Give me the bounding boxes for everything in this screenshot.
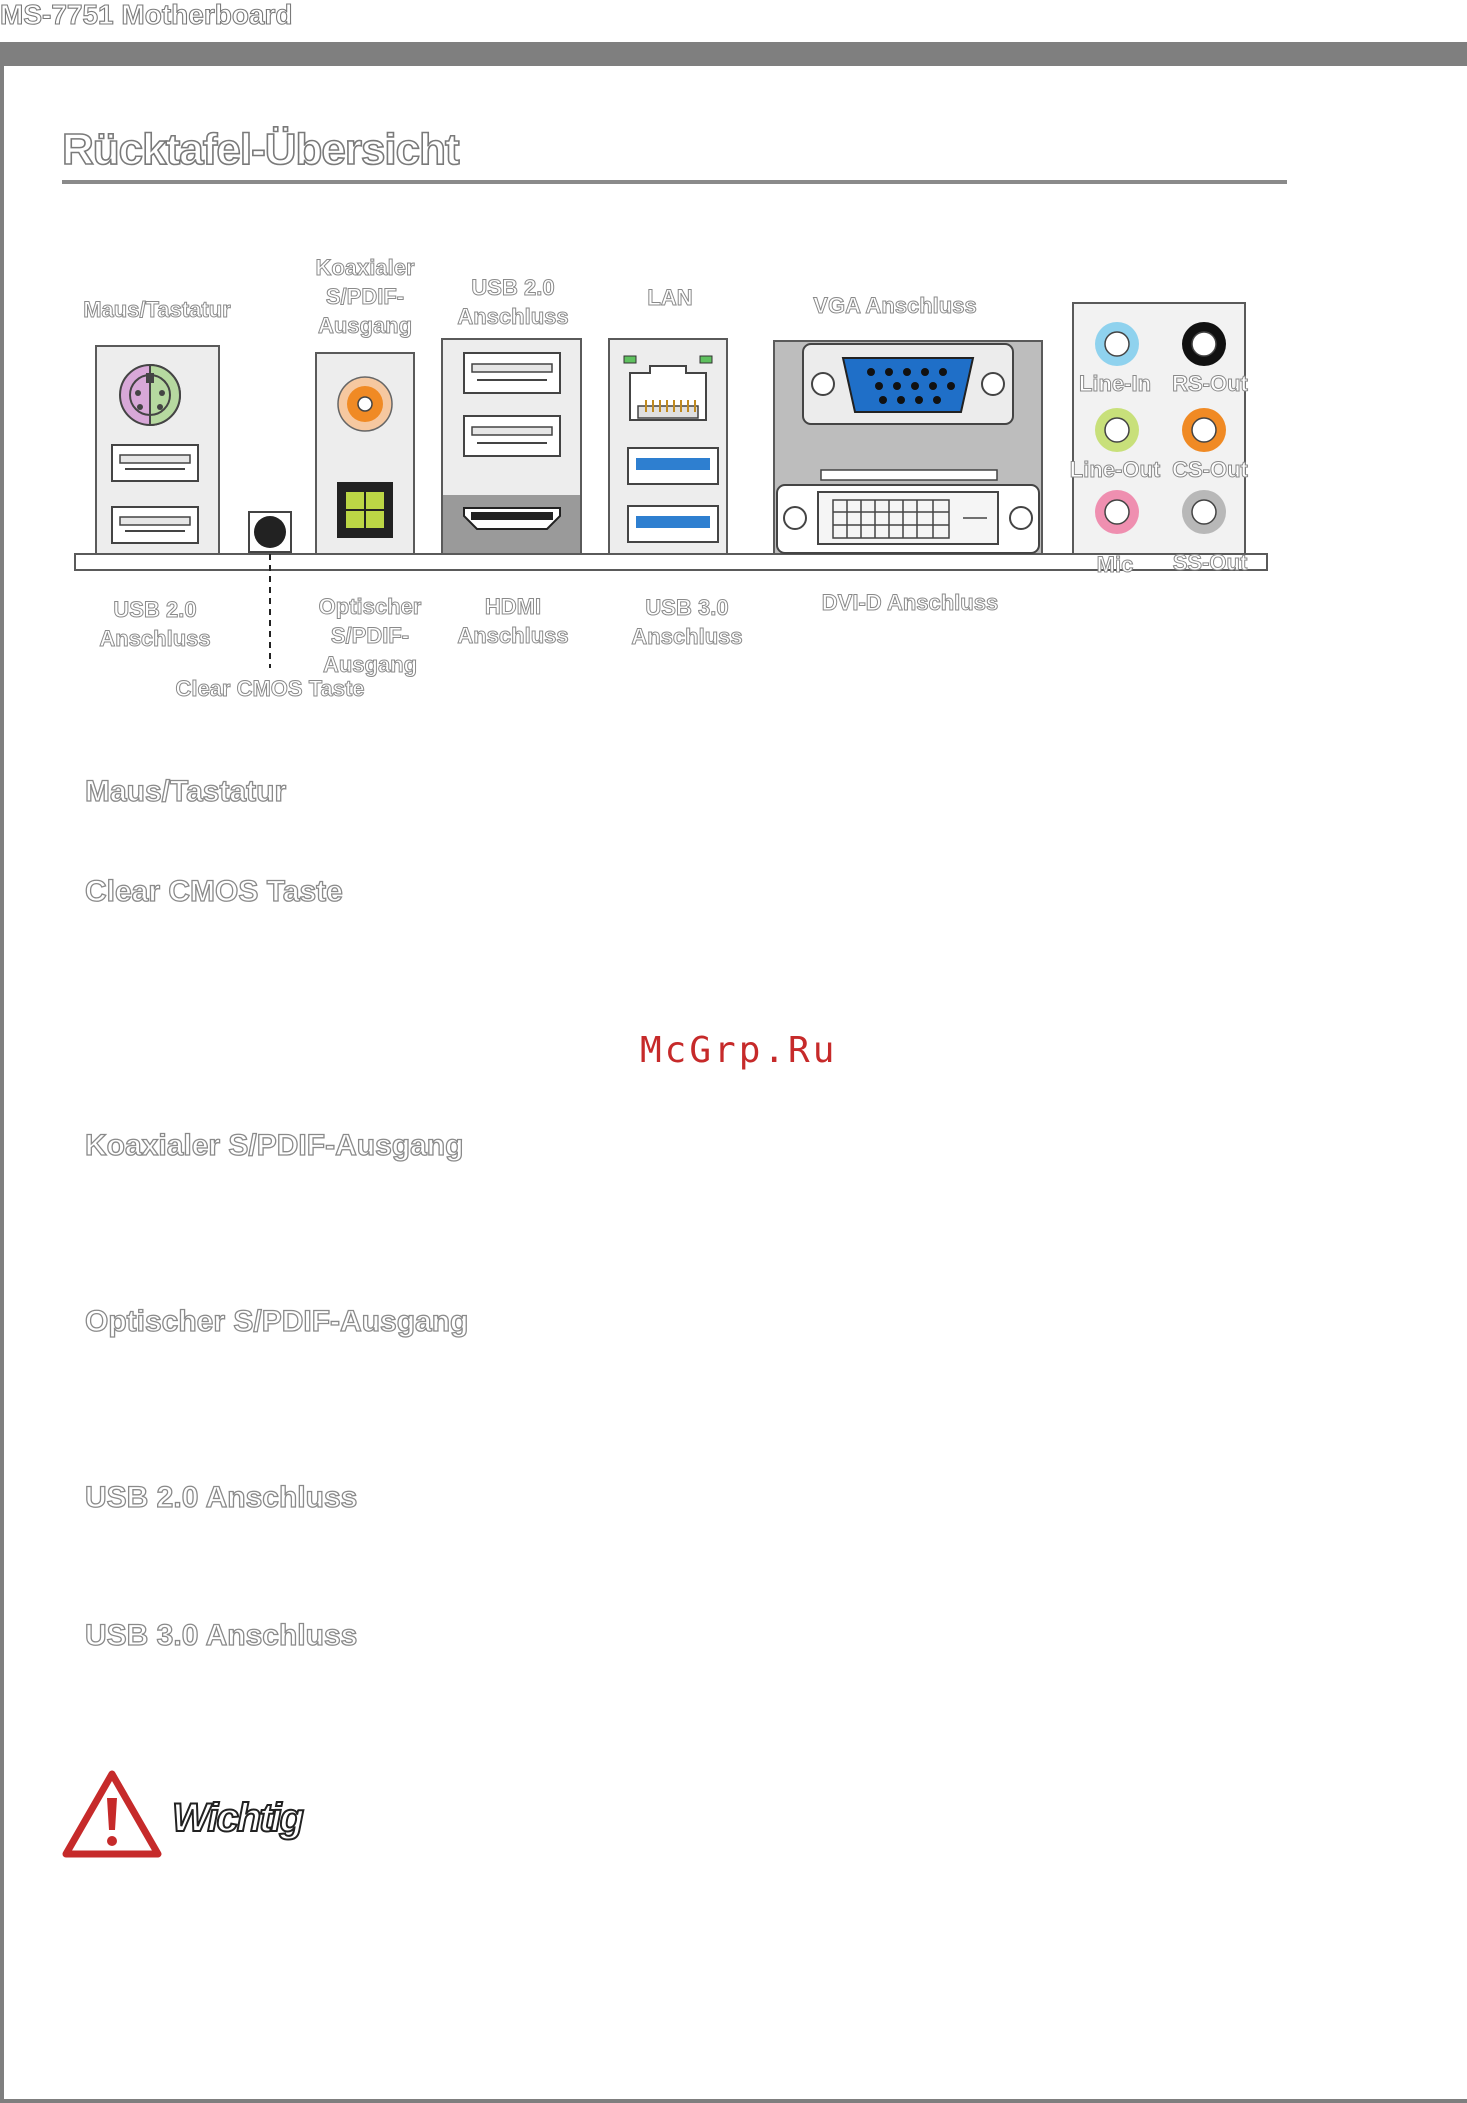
hdmi-port-icon: [464, 508, 560, 529]
section-heading: Optischer S/PDIF-Ausgang: [85, 1305, 469, 1338]
usb3-port-icon: [628, 506, 718, 542]
label-optical-spdif: Optischer S/PDIF- Ausgang: [318, 594, 422, 677]
label-line-out: Line-Out: [1069, 457, 1161, 482]
ps2-usb-graphic: [95, 345, 220, 555]
label-coax-spdif: Koaxialer S/PDIF- Ausgang: [315, 255, 415, 338]
section-heading: Clear CMOS Taste: [85, 875, 343, 908]
watermark: McGrp.Ru: [640, 1030, 838, 1071]
lan-port-icon: [624, 356, 712, 420]
label-line-in: Line-In: [1078, 371, 1152, 396]
label-lan: LAN: [647, 285, 693, 310]
vga-port-icon: [803, 344, 1013, 424]
usb-port-icon: [112, 507, 198, 543]
label-mic: Mic: [1096, 552, 1134, 577]
label-dvi: DVI-D Anschluss: [821, 590, 999, 615]
line-in-jack-icon: [1095, 322, 1139, 366]
cs-out-jack-icon: [1182, 408, 1226, 452]
usb-hdmi-graphic: [441, 338, 582, 555]
audio-jacks-graphic: [1072, 302, 1246, 555]
usb-port-icon: [112, 445, 198, 481]
clear-cmos-button-icon: [245, 510, 295, 670]
spdif-graphic: [315, 352, 415, 555]
header-bar: [3, 42, 1467, 66]
page-title: Rücktafel-Übersicht: [62, 125, 459, 174]
label-vga: VGA Anschluss: [813, 293, 977, 318]
label-mouse-keyboard: Maus/Tastatur: [83, 297, 231, 322]
label-usb30: USB 3.0 Anschluss: [631, 595, 743, 649]
section-heading: Koaxialer S/PDIF-Ausgang: [85, 1129, 464, 1162]
dvi-port-icon: [777, 470, 1039, 553]
section-heading: USB 3.0 Anschluss: [85, 1619, 358, 1652]
label-cs-out: CS-Out: [1172, 457, 1248, 482]
left-border: [0, 42, 4, 2103]
warning-icon: [60, 1768, 164, 1860]
section-heading: Maus/Tastatur: [85, 775, 287, 808]
label-hdmi: HDMI Anschluss: [457, 594, 569, 648]
section-heading: USB 2.0 Anschluss: [85, 1481, 358, 1514]
usb-port-icon: [464, 416, 560, 456]
lan-usb3-graphic: [608, 338, 728, 555]
label-usb20-bottom: USB 2.0 Anschluss: [99, 597, 211, 651]
vga-dvi-graphic: [773, 340, 1043, 555]
label-usb20-top: USB 2.0 Anschluss: [457, 275, 569, 329]
label-ss-out: SS-Out: [1172, 550, 1248, 575]
line-out-jack-icon: [1095, 408, 1139, 452]
usb-port-icon: [464, 353, 560, 393]
important-label: Wichtig: [172, 1796, 303, 1840]
usb3-port-icon: [628, 448, 718, 484]
title-rule: [62, 180, 1287, 184]
bottom-border: [0, 2099, 1467, 2103]
header-title: MS-7751 Motherboard: [0, 0, 293, 30]
mic-jack-icon: [1095, 490, 1139, 534]
label-clear-cmos: Clear CMOS Taste: [175, 676, 365, 701]
label-rs-out: RS-Out: [1172, 371, 1248, 396]
ss-out-jack-icon: [1182, 490, 1226, 534]
rs-out-jack-icon: [1182, 322, 1226, 366]
